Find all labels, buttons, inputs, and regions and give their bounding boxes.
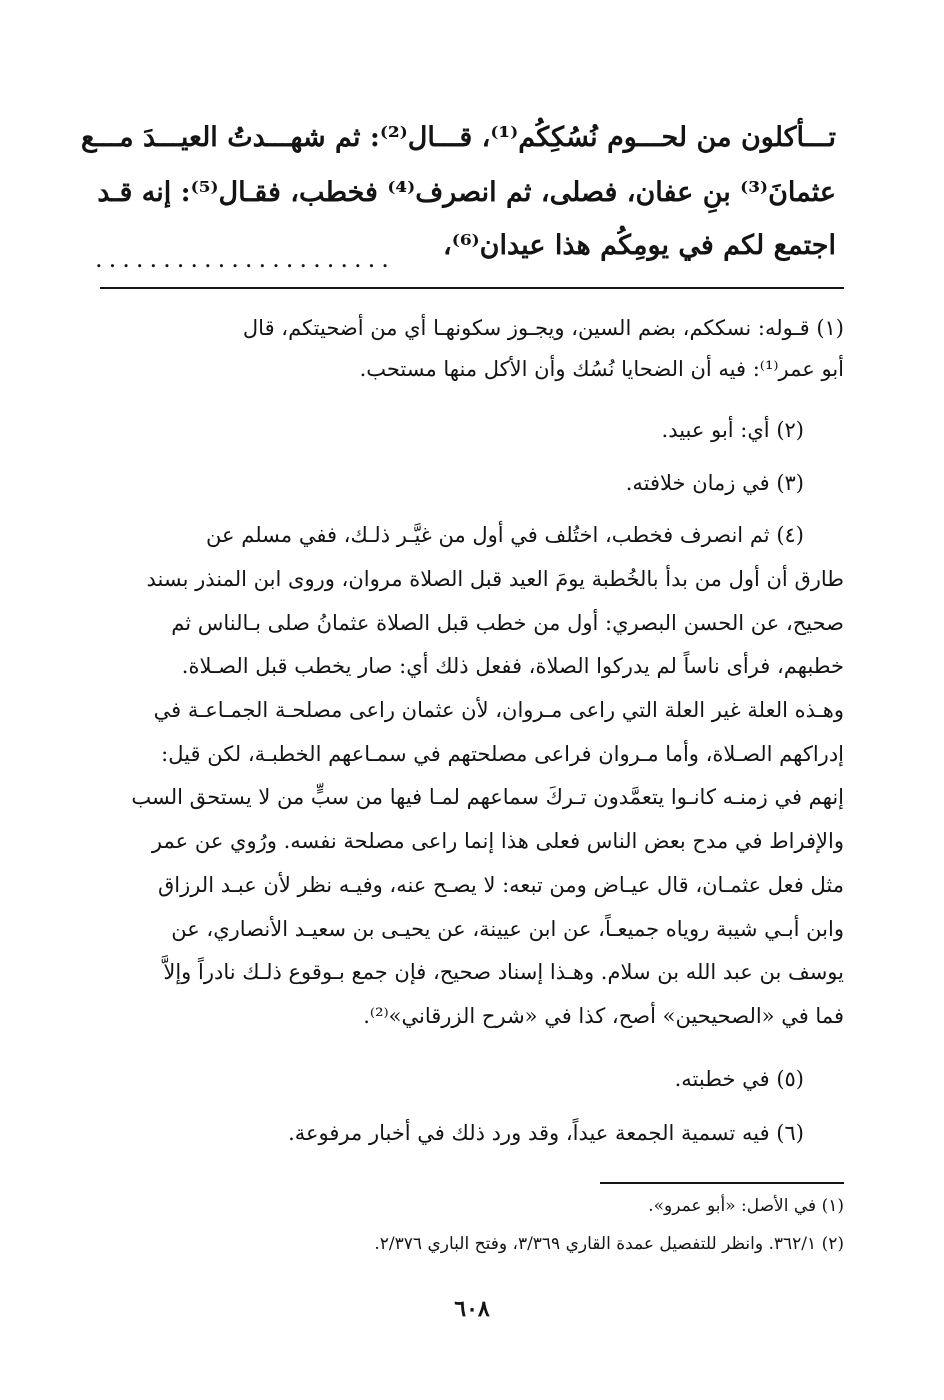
footnote-4-line-6: إدراكهم الصـلاة، وأما مـروان فراعى مصلحتهم في سمـاعهم الخطبـة، لكن قيل: — [161, 742, 844, 766]
main-text-line-1: تـــأكلون من لحـــوم نُسُكِكُم⁽¹⁾، قـــال⁽²⁾: ثم شهـــدتُ العيـــدَ مـــع — [81, 122, 836, 153]
footnote-4-line-11: يوسف بن عبد الله بن سلام. وهـذا إسناد صحيح، فإن جمع بـوقوع ذلـك نادراً وإلاَّ — [163, 960, 844, 984]
footnote-4-line-3: صحيح، عن الحسن البصري: أول من خطب قبل الصلاة عثمانُ صلى بـالناس ثم — [171, 611, 844, 635]
footnote-4-line-4: خطبهم، فرأى ناساً لم يدركوا الصلاة، ففعل ذلك أي: صار يخطب قبل الصـلاة. — [181, 654, 844, 678]
footnote-4-line-10: وابن أبـي شيبة روياه جميعـاً، عن ابن عيينة، عن يحيـى بن سعيـد الأنصاري، عن — [171, 917, 844, 941]
footnote-5: (٥) في خطبته. — [674, 1067, 804, 1091]
main-text-line-2: عثمانَ⁽³⁾ بنِ عفان، فصلى، ثم انصرف⁽⁴⁾ فخطب، فقـال⁽⁵⁾: إنه قـد — [97, 177, 836, 208]
footnote-1-line-1: (١) قـوله: نسككم، بضم السين، ويجـوز سكونهـا أي من أضحيتكم، قال — [242, 316, 844, 340]
footnote-3: (٣) في زمان خلافته. — [625, 471, 804, 495]
footnote-4-line-8: والإفراط في مدح بعض الناس فعلى هذا إنما راعى مصلحة نفسه. ورُوي عن عمر — [151, 829, 844, 853]
footnote-4-line-12: فما في «الصحيحين» أصح، كذا في «شرح الزرقاني»⁽²⁾. — [363, 1004, 844, 1028]
main-separator-rule — [100, 287, 844, 289]
footnote-4-line-2: طارق أن أول من بدأ بالخُطبة يومَ العيد قبل الصلاة مروان، وروى ابن المنذر بسند — [146, 567, 844, 591]
footnote-1-line-2: أبو عمر⁽¹⁾: فيه أن الضحايا نُسُك وأن الأكل منها مستحب. — [359, 357, 844, 381]
trailing-dots: ...................... — [95, 245, 395, 273]
page-number: ٦٠٨ — [454, 1296, 490, 1322]
bottom-notes-rule — [600, 1182, 844, 1184]
bottom-note-2: (٢) ٣٦٢/١. وانظر للتفصيل عمدة القاري ٣/٣٦٩، وفتح الباري ٢/٣٧٦. — [374, 1234, 844, 1254]
footnote-4-line-1: (٤) ثم انصرف فخطب، اختُلف في أول من غيَّـر ذلـك، ففي مسلم عن — [206, 523, 804, 547]
footnote-2: (٢) أي: أبو عبيد. — [661, 418, 804, 442]
footnote-4-line-5: وهـذه العلة غير العلة التي راعى مـروان، لأن عثمان راعى مصلحـة الجمـاعـة في — [153, 698, 844, 722]
main-text-line-3: اجتمع لكم في يومِكُم هذا عيدان⁽⁶⁾، — [443, 230, 836, 261]
bottom-note-1: (١) في الأصل: «أبو عمرو». — [648, 1196, 844, 1216]
footnote-4-line-7: إنهم في زمنـه كانـوا يتعمَّدون تـركَ سماعهم لمـا فيها من سبٍّ من لا يستحق السب — [131, 785, 844, 809]
footnote-6: (٦) فيه تسمية الجمعة عيداً، وقد ورد ذلك في أخبار مرفوعة. — [288, 1121, 804, 1145]
footnote-4-line-9: مثل فعل عثمـان، قال عيـاض ومن تبعه: لا يصـح عنه، وفيـه نظر لأن عبـد الرزاق — [157, 873, 844, 897]
